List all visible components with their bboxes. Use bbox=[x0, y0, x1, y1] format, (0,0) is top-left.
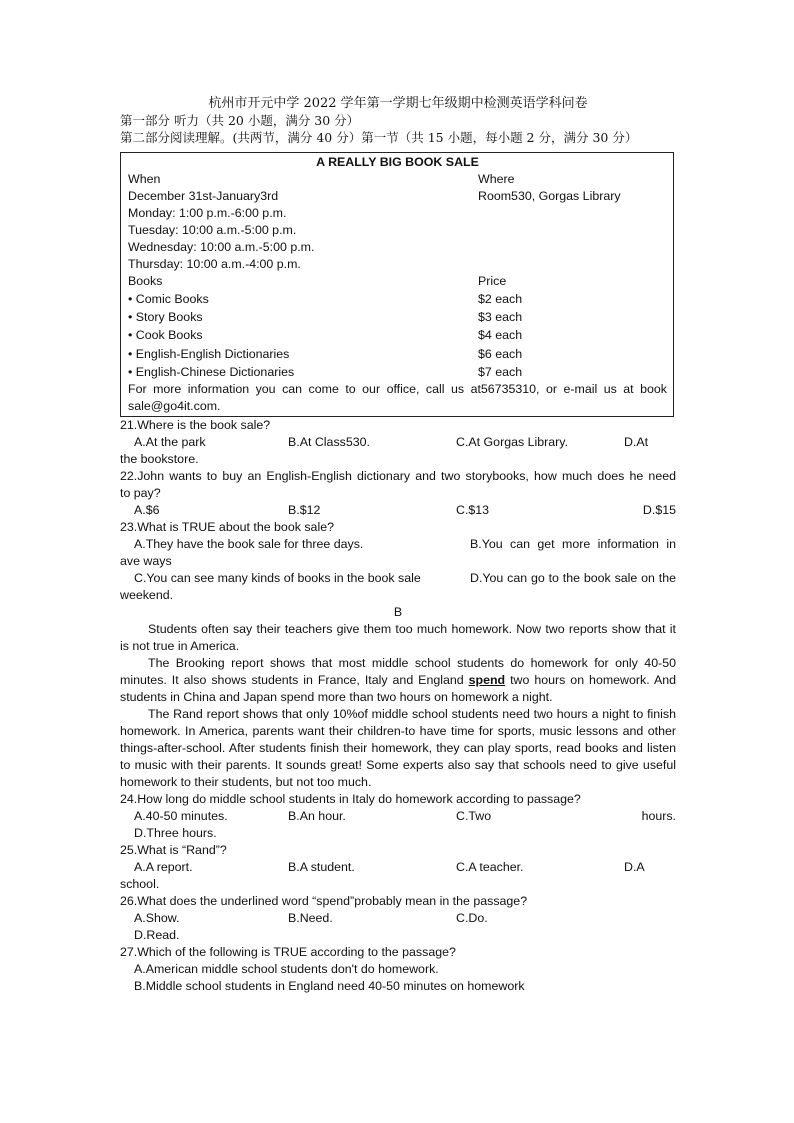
hours-monday: Monday: 1:00 p.m.-6:00 p.m. bbox=[128, 206, 287, 220]
q24-option-b: B.An hour. bbox=[288, 808, 346, 823]
passage-b-paragraph-1: Students often say their teachers give them too much homework. Now two reports show that it is not true in America. bbox=[120, 621, 676, 653]
q22-option-d: D.$15 bbox=[642, 502, 676, 517]
q26-option-b: B.Need. bbox=[288, 910, 333, 925]
q23-option-a: A.They have the book sale for three days. bbox=[134, 536, 364, 551]
price-label: Price bbox=[478, 274, 507, 288]
q27-option-a: A.American middle school students don't do homework. bbox=[134, 961, 439, 976]
q21-option-b: B.At Class530. bbox=[288, 434, 370, 449]
q27-option-b: B.Middle school students in England need 40-50 minutes on homework bbox=[134, 978, 525, 993]
q25-option-d: D.A bbox=[624, 859, 645, 874]
q23-option-b: B.You can get more information in bbox=[470, 536, 676, 551]
q22-option-c: C.$13 bbox=[456, 502, 490, 517]
books-label: Books bbox=[128, 274, 163, 288]
q23-option-b-cont: ave ways bbox=[120, 553, 172, 568]
more-info-line2: sale@go4it.com. bbox=[128, 398, 221, 413]
passage-b-label: B bbox=[393, 604, 403, 619]
q23-option-d-cont: weekend. bbox=[120, 587, 174, 602]
sale-place: Room530, Gorgas Library bbox=[478, 189, 621, 203]
q24-option-a: A.40-50 minutes. bbox=[134, 808, 228, 823]
q23-options-cd bbox=[120, 570, 676, 587]
part1-heading: 第一部分 听力（共 20 小题，满分 30 分） bbox=[120, 113, 360, 128]
q26-option-a: A.Show. bbox=[134, 910, 180, 925]
q22-options bbox=[120, 502, 676, 519]
notice-row-price-labels bbox=[128, 273, 667, 290]
more-info-line1: For more information you can come to our office, call us at56735310, or e-mail us at book bbox=[128, 381, 667, 396]
q24-option-c: C.Two bbox=[456, 808, 492, 823]
q25-options bbox=[120, 859, 676, 876]
q24-stem: 24.How long do middle school students in Italy do homework according to passage? bbox=[120, 791, 581, 806]
q25-option-c: C.A teacher. bbox=[456, 859, 524, 874]
q25-option-a: A.A report. bbox=[134, 859, 193, 874]
book-item: • Cook Books $4 each bbox=[128, 328, 523, 343]
notice-heading: A REALLY BIG BOOK SALE bbox=[316, 155, 479, 169]
q25-option-d-cont: school. bbox=[120, 876, 160, 891]
q27-stem: 27.Which of the following is TRUE according to the passage? bbox=[120, 944, 456, 959]
notice-row-dates bbox=[128, 188, 667, 205]
exam-title: 杭州市开元中学 2022 学年第一学期七年级期中检测英语学科问卷 bbox=[208, 96, 588, 111]
q23-option-d: D.You can go to the book sale on the bbox=[470, 570, 676, 585]
q24-options bbox=[120, 808, 676, 825]
book-item: • English-English Dictionaries $6 each bbox=[128, 346, 523, 361]
underlined-word-spend: spend bbox=[468, 672, 506, 687]
exam-page bbox=[120, 95, 676, 995]
book-sale-notice bbox=[120, 152, 674, 417]
book-item: • English-Chinese Dictionaries $7 each bbox=[128, 364, 523, 379]
q22-option-a: A.$6 bbox=[134, 502, 160, 517]
book-item: • Comic Books $2 each bbox=[128, 292, 523, 306]
q23-stem: 23.What is TRUE about the book sale? bbox=[120, 519, 334, 534]
q23-option-c: C.You can see many kinds of books in the book sale bbox=[134, 570, 421, 585]
hours-tuesday: Tuesday: 10:00 a.m.-5:00 p.m. bbox=[128, 223, 297, 237]
q21-option-c: C.At Gorgas Library. bbox=[456, 434, 569, 449]
when-label: When bbox=[128, 172, 161, 186]
q26-stem: 26.What does the underlined word “spend”probably mean in the passage? bbox=[120, 893, 528, 908]
q26-options bbox=[120, 910, 676, 927]
q25-option-b: B.A student. bbox=[288, 859, 355, 874]
q24-option-c-tail: hours. bbox=[641, 808, 676, 823]
where-label: Where bbox=[478, 172, 515, 186]
q25-stem: 25.What is “Rand”? bbox=[120, 842, 227, 857]
notice-row-labels bbox=[128, 171, 667, 188]
q21-stem: 21.Where is the book sale? bbox=[120, 417, 271, 432]
q22-stem-cont: to pay? bbox=[120, 485, 161, 500]
q26-option-c: C.Do. bbox=[456, 910, 488, 925]
q22-option-b: B.$12 bbox=[288, 502, 321, 517]
q26-option-d: D.Read. bbox=[134, 927, 180, 942]
q21-option-d: D.At bbox=[624, 434, 649, 449]
passage-b-paragraph-2: The Brooking report shows that most middle school students do homework for only 40-50 minutes. It also shows students in France, Italy and England spend two hours on homework. And students in China and Japan spend more than two hours on homework a night. bbox=[120, 655, 676, 704]
part2-heading: 第二部分阅读理解。(共两节，满分 40 分）第一节（共 15 小题，每小题 2 分，满分 30 分） bbox=[120, 130, 638, 145]
q23-options-ab bbox=[120, 536, 676, 553]
q21-option-a: A.At the park bbox=[134, 434, 206, 449]
passage-b-paragraph-3: The Rand report shows that only 10%of middle school students need two hours a night to finish homework. In America, parents want their children-to have time for sports, music lessons and other things-after-school. After students finish their homework, they can play sports, read books and listen to music with their parents. It sounds great! Some experts also say that schools need to give useful homework to their students, but not too much. bbox=[120, 706, 676, 789]
book-item: • Story Books $3 each bbox=[128, 310, 523, 325]
hours-thursday: Thursday: 10:00 a.m.-4:00 p.m. bbox=[128, 257, 301, 271]
q22-stem: 22.John wants to buy an English-English dictionary and two storybooks, how much does he need bbox=[120, 468, 676, 483]
hours-wednesday: Wednesday: 10:00 a.m.-5:00 p.m. bbox=[128, 240, 315, 254]
sale-dates: December 31st-January3rd bbox=[128, 189, 279, 203]
q21-options bbox=[120, 434, 676, 451]
q21-option-d-cont: the bookstore. bbox=[120, 451, 199, 466]
q24-option-d: D.Three hours. bbox=[134, 825, 217, 840]
